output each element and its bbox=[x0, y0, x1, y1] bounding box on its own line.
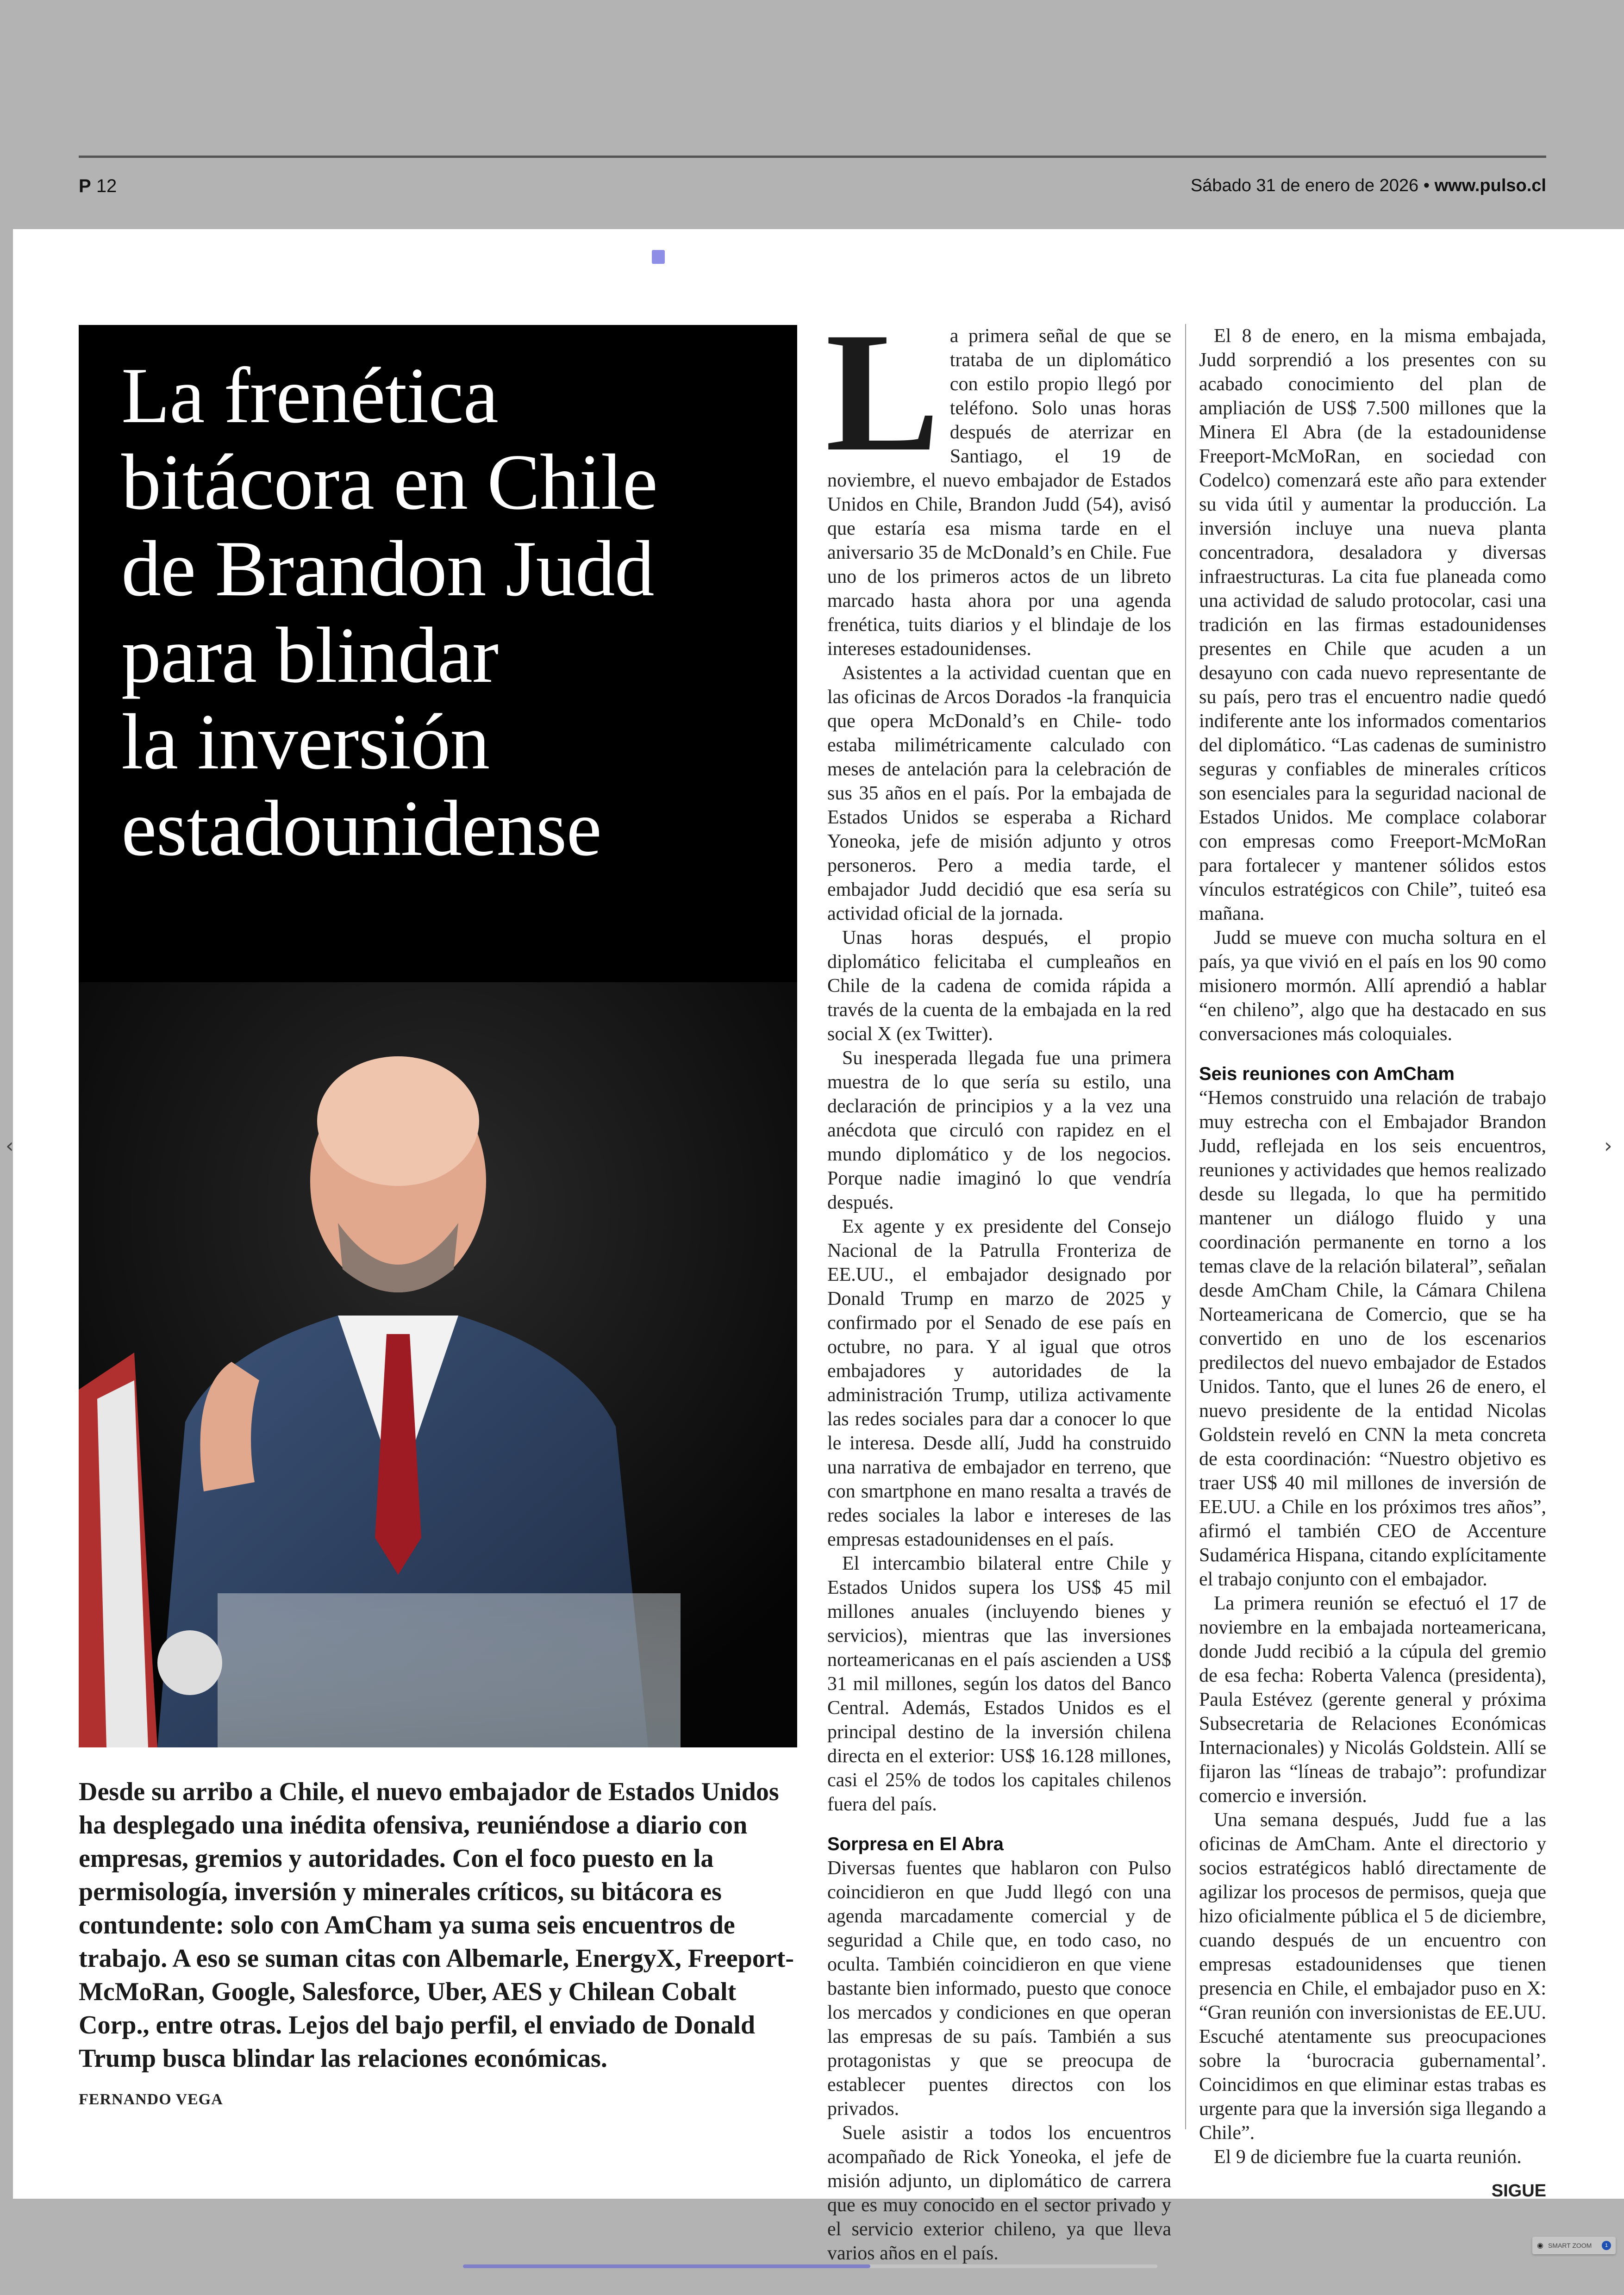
chevron-left-icon[interactable]: ‹ bbox=[6, 1134, 14, 1158]
ambassador-photo bbox=[79, 982, 797, 1747]
title-line: de Brandon Judd bbox=[121, 525, 654, 613]
paragraph: Unas horas después, el propio diplomático felicitaba el cumpleaños en Chile de la cadena de comida rápida a través de la cuenta de la embajada en la red social X (ex Twitter). bbox=[827, 927, 1171, 1045]
column-divider bbox=[1185, 324, 1186, 2129]
paragraph: Judd se mueve con mucha soltura en el país, ya que vivió en el país en los 90 como misionero mormón. Allí aprendió a hablar “en chileno”, algo que ha destacado en sus conversaciones más coloquiales. bbox=[1199, 927, 1546, 1045]
subheading: Seis reuniones con AmCham bbox=[1199, 1064, 1455, 1084]
smart-zoom-badge: 1 bbox=[1602, 2241, 1611, 2250]
eye-icon: ◉ bbox=[1537, 2242, 1543, 2250]
paragraph bbox=[825, 297, 1171, 661]
paragraph: “Hemos construido una relación de trabajo muy estrecha con el Embajador Brandon Judd, reflejada en los seis encuentros, reuniones y actividades que hemos realizado desde su llegada, lo que ha permitido mantener un diálogo fluido y una coordinación permanente en torno a los temas clave de la relación bilateral”, señalan desde AmCham Chile, la Cámara Chilena Norteamericana de Comercio, que se ha convertido en uno de los escenarios predilectos del nuevo embajador de Estados Unidos. Tanto, que el lunes 26 de enero, el nuevo presidente de la entidad Nicolas Goldstein reveló en CNN la meta concreta de esta coordinación: “Nuestro objetivo es traer US$ 40 mil millones de inversión de EE.UU. a Chile en los próximos tres años”, afirmó el también CEO de Accenture Sudamérica Hispana, citando explícitamente el trabajo conjunto con el embajador. bbox=[1199, 1087, 1546, 1590]
article-title bbox=[121, 353, 657, 872]
page-marker-icon[interactable] bbox=[652, 250, 665, 264]
title-line: La frenética bbox=[121, 352, 498, 440]
article-column-2 bbox=[1199, 324, 1546, 2201]
article-column-1 bbox=[825, 297, 1171, 2265]
paragraph: El 8 de enero, en la misma embajada, Judd sorprendió a los presentes con su acabado conocimiento del plan de ampliación de US$ 7.500 millones que la Minera El Abra (de la estadounidense Freeport-McMoRan, en sociedad con Codelco) comenzará este año para extender su vida útil y aumentar la producción. La inversión incluye una nueva planta concentradora, desaladora y diversas infraestructuras. La cita fue planeada como una actividad de saludo protocolar, casi una tradición en las firmas estadounidenses presentes en Chile que acuden a un desayuno con cada nuevo representante de su país, pero tras el encuentro nadie quedó indiferente ante los informados comentarios del diplomático. “Las cadenas de suministro seguras y confiables de minerales críticos son esenciales para la seguridad nacional de Estados Unidos. Me complace colaborar con empresas como Freeport-McMoRan para fortalecer y mantener sólidos estos vínculos estratégicos con Chile”, tuiteó esa mañana. bbox=[1199, 325, 1546, 924]
title-line: la inversión bbox=[121, 698, 490, 786]
paragraph: Ex agente y ex presidente del Consejo Nacional de la Patrulla Fronteriza de EE.UU., el embajador designado por Donald Trump en marzo de 2025 y confirmado por el Senado de ese país en octubre, no para. Y al igual que otros embajadores y autoridades de la administración Trump, utiliza activamente las redes sociales para dar a conocer lo que le interesa. Desde allí, Judd ha construido una narrativa de embajador en terreno, que con smartphone en mano resalta a través de redes sociales la labor e intereses de las empresas estadounidenses en el país. bbox=[827, 1216, 1171, 1550]
subheading: Sorpresa en El Abra bbox=[827, 1834, 1004, 1854]
article-lead: Desde su arribo a Chile, el nuevo embajador de Estados Unidos ha desplegado una inédita ofensiva, reuniéndose a diario con empresas, gremios y autoridades. Con el foco puesto en la permisología, inversión y minerales críticos, su bitácora es contundente: solo con AmCham ya suma seis encuentros de trabajo. A eso se suman citas con Albemarle, EnergyX, Freeport-McMoRan, Google, Salesforce, Uber, AES y Chilean Cobalt Corp., entre otras. Lejos del bajo perfil, el enviado de Donald Trump busca blindar las relaciones económicas. bbox=[79, 1777, 794, 2073]
paragraph: Su inesperada llegada fue una primera muestra de lo que sería su estilo, una declaración de principios y a la vez una anécdota que circuló con rapidez en el mundo diplomático y de los negocios. Porque nadie imaginó lo que vendría después. bbox=[827, 1048, 1171, 1213]
smart-zoom-button[interactable] bbox=[1532, 2237, 1616, 2254]
dateline bbox=[1191, 176, 1546, 196]
title-line: estadounidense bbox=[121, 785, 601, 873]
chevron-right-icon[interactable]: › bbox=[1604, 1134, 1612, 1158]
site-url: www.pulso.cl bbox=[1434, 176, 1546, 195]
paragraph: El intercambio bilateral entre Chile y Estados Unidos supera los US$ 45 mil millones anuales (incluyendo bienes y servicios), mientras que las inversiones norteamericanas en el país ascienden a US$ 31 mil millones, según los datos del Banco Central. Además, Estados Unidos es el principal destino de la inversión chilena directa en el exterior: US$ 16.128 millones, casi el 25% de todos los capitales chilenos fuera del país. bbox=[827, 1553, 1171, 1815]
issue-date: Sábado 31 de enero de 2026 bbox=[1190, 176, 1419, 195]
paragraph: Asistentes a la actividad cuentan que en las oficinas de Arcos Dorados -la franquicia que opera McDonald’s en Chile- todo estaba milimétricamente calculado con meses de antelación para la celebración de sus 35 años en el país. Por la embajada de Estados Unidos se esperaba a Richard Yoneoka, jefe de misión adjunto y otros personeros. Pero a media tarde, el embajador Judd decidió que esa sería su actividad oficial de la jornada. bbox=[827, 662, 1171, 924]
title-panel bbox=[79, 325, 797, 1747]
paragraph: La primera reunión se efectuó el 17 de noviembre en la embajada norteamericana, donde Judd recibió a la cúpula del gremio de esa fecha: Roberta Valenca (presidenta), Paula Estévez (gerente general y próxima Subsecretaria de Relaciones Económicas Internacionales) y Nicolás Goldstein. Allí se fijaron las “líneas de trabajo”: profundizar comercio e inversión. bbox=[1199, 1593, 1546, 1807]
continues-label: SIGUE bbox=[1491, 2181, 1546, 2201]
title-line: bitácora en Chile bbox=[121, 438, 657, 526]
paragraph-text: a primera señal de que se trataba de un diplomático con estilo propio llegó por teléfono. Solo unas horas después de aterrizar en Santiago, el 19 de noviembre, el nuevo embajador de Estados Unidos en Chile, Brandon Judd (54), avisó que estaría esa misma tarde en el aniversario 35 de McDonald’s en Chile. Fue uno de los primeros actos de un libreto marcado hasta ahora por una agenda frenética, tuits diarios y el blindaje de los intereses estadounidenses. bbox=[827, 325, 1171, 660]
page-number bbox=[79, 176, 117, 197]
paragraph: Una semana después, Judd fue a las oficinas de AmCham. Ante el directorio y socios estratégicos habló directamente de agilizar los procesos de permisos, queja que hizo oficialmente pública el 5 de diciembre, cuando después de un encuentro con empresas estadounidenses que tienen presencia en Chile, el embajador puso en X: “Gran reunión con inversionistas de EE.UU. Escuché atentamente sus preocupaciones sobre la ‘burocracia gubernamental’. Coincidimos en que eliminar estas trabas es urgente para que la inversión siga llegando a Chile”. bbox=[1199, 1809, 1546, 2144]
page-prefix: P bbox=[79, 176, 91, 196]
smart-zoom-label: SMART ZOOM bbox=[1548, 2242, 1592, 2249]
title-line: para blindar bbox=[121, 611, 499, 699]
paragraph: Diversas fuentes que hablaron con Pulso coincidieron en que Judd llegó con una agenda marcadamente comercial y de seguridad a Chile que, en todo caso, no oculta. También coincidieron en que viene bastante bien informado, puesto que conoce los mercados y condiciones en que operan las empresas de su país. También a sus protagonistas y que se preocupa de establecer puentes directos con los privados. bbox=[827, 1858, 1171, 2120]
separator: • bbox=[1418, 176, 1435, 195]
drop-cap: L bbox=[825, 297, 940, 487]
paragraph: Suele asistir a todos los encuentros acompañado de Rick Yoneoka, el jefe de misión adjunto, un diplomático de carrera que es muy conocido en el sector privado y el servicio exterior chileno, ya que lleva varios años en el país. bbox=[827, 2122, 1171, 2264]
scrollbar-thumb[interactable] bbox=[463, 2264, 870, 2268]
header-rule bbox=[79, 156, 1546, 158]
paragraph: El 9 de diciembre fue la cuarta reunión. bbox=[1214, 2146, 1522, 2168]
page-number-value: 12 bbox=[96, 176, 117, 196]
byline: FERNANDO VEGA bbox=[79, 2091, 223, 2108]
lead-block bbox=[79, 1775, 797, 2108]
